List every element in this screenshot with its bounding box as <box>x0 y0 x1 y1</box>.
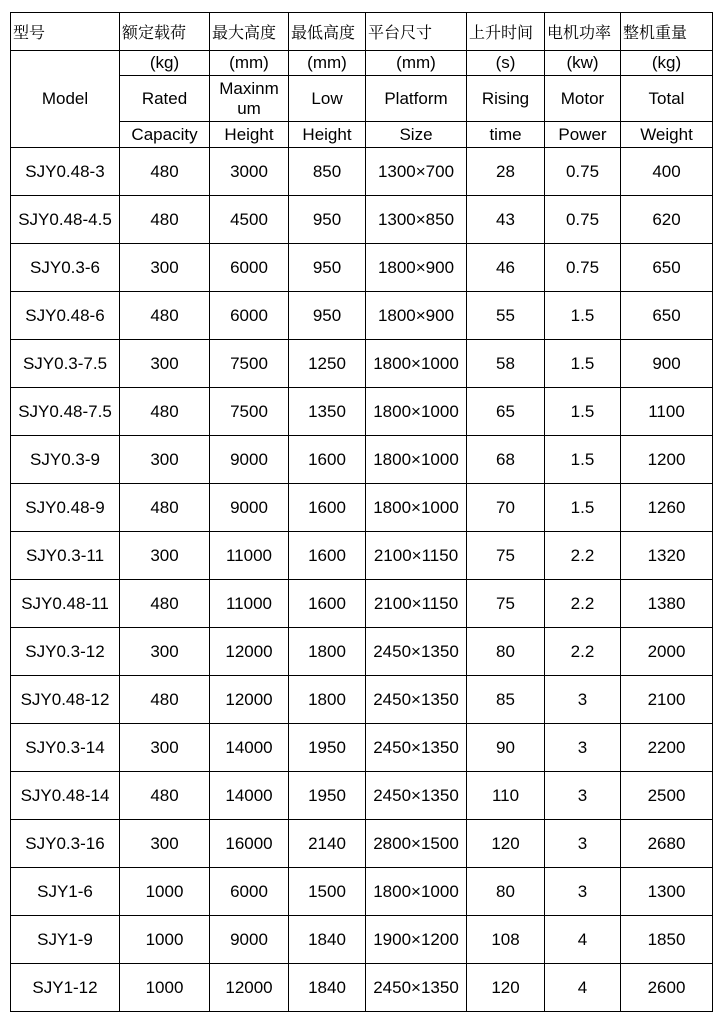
cell-max-height: 11000 <box>210 532 289 580</box>
cell-total-weight: 1260 <box>621 484 713 532</box>
cell-rising-time: 90 <box>467 724 545 772</box>
cell-low-height: 850 <box>289 148 366 196</box>
cell-motor-power: 3 <box>545 724 621 772</box>
cell-platform-size: 2100×1150 <box>366 580 467 628</box>
table-row <box>11 724 713 772</box>
cell-max-height: 6000 <box>210 868 289 916</box>
cell-platform-size: 2450×1350 <box>366 628 467 676</box>
cell-total-weight: 1850 <box>621 916 713 964</box>
cell-rated-capacity: 1000 <box>120 868 210 916</box>
cell-model: SJY0.48-3 <box>11 148 120 196</box>
cell-total-weight: 900 <box>621 340 713 388</box>
cell-rising-time: 28 <box>467 148 545 196</box>
cell-model: SJY0.48-12 <box>11 676 120 724</box>
cell-rated-capacity: 300 <box>120 820 210 868</box>
cell-platform-size: 2450×1350 <box>366 676 467 724</box>
header-rising: Rising <box>467 76 545 122</box>
cell-max-height: 3000 <box>210 148 289 196</box>
cell-rated-capacity: 300 <box>120 724 210 772</box>
cell-motor-power: 0.75 <box>545 244 621 292</box>
header-height-max: Height <box>210 122 289 148</box>
cell-platform-size: 2100×1150 <box>366 532 467 580</box>
cell-low-height: 1600 <box>289 532 366 580</box>
header-max-height-cn: 最大高度 <box>210 13 289 51</box>
cell-model: SJY0.3-7.5 <box>11 340 120 388</box>
cell-total-weight: 650 <box>621 292 713 340</box>
header-model: Model <box>11 51 120 148</box>
cell-platform-size: 1800×900 <box>366 292 467 340</box>
unit-motor: (kw) <box>545 51 621 76</box>
cell-motor-power: 2.2 <box>545 580 621 628</box>
cell-rated-capacity: 480 <box>120 580 210 628</box>
cell-max-height: 4500 <box>210 196 289 244</box>
cell-total-weight: 2200 <box>621 724 713 772</box>
cell-total-weight: 2600 <box>621 964 713 1012</box>
cell-motor-power: 1.5 <box>545 436 621 484</box>
table-row <box>11 532 713 580</box>
cell-platform-size: 2800×1500 <box>366 820 467 868</box>
cell-low-height: 1250 <box>289 340 366 388</box>
cell-platform-size: 1800×900 <box>366 244 467 292</box>
cell-rated-capacity: 300 <box>120 436 210 484</box>
cell-motor-power: 2.2 <box>545 628 621 676</box>
cell-rated-capacity: 480 <box>120 388 210 436</box>
cell-low-height: 1800 <box>289 676 366 724</box>
cell-low-height: 950 <box>289 196 366 244</box>
cell-total-weight: 1200 <box>621 436 713 484</box>
cell-rated-capacity: 300 <box>120 244 210 292</box>
cell-total-weight: 1380 <box>621 580 713 628</box>
cell-low-height: 1600 <box>289 580 366 628</box>
header-platform-cn: 平台尺寸 <box>366 13 467 51</box>
table-row <box>11 196 713 244</box>
cell-total-weight: 620 <box>621 196 713 244</box>
cell-rated-capacity: 480 <box>120 148 210 196</box>
cell-platform-size: 1800×1000 <box>366 484 467 532</box>
cell-total-weight: 1100 <box>621 388 713 436</box>
cell-max-height: 16000 <box>210 820 289 868</box>
cell-max-height: 6000 <box>210 244 289 292</box>
cell-model: SJY0.48-9 <box>11 484 120 532</box>
cell-max-height: 7500 <box>210 340 289 388</box>
header-time: time <box>467 122 545 148</box>
cell-total-weight: 2000 <box>621 628 713 676</box>
table-row <box>11 436 713 484</box>
cell-low-height: 1350 <box>289 388 366 436</box>
cell-total-weight: 1320 <box>621 532 713 580</box>
cell-low-height: 1600 <box>289 436 366 484</box>
cell-rising-time: 70 <box>467 484 545 532</box>
cell-rising-time: 80 <box>467 868 545 916</box>
cell-rising-time: 55 <box>467 292 545 340</box>
cell-rated-capacity: 480 <box>120 676 210 724</box>
header-total: Total <box>621 76 713 122</box>
table-row <box>11 868 713 916</box>
table-row <box>11 820 713 868</box>
cell-platform-size: 1800×1000 <box>366 340 467 388</box>
header-height-low: Height <box>289 122 366 148</box>
table-row <box>11 340 713 388</box>
cell-max-height: 9000 <box>210 916 289 964</box>
header-rated: Rated <box>120 76 210 122</box>
cell-total-weight: 1300 <box>621 868 713 916</box>
cell-model: SJY0.48-7.5 <box>11 388 120 436</box>
cell-model: SJY0.3-14 <box>11 724 120 772</box>
cell-model: SJY1-9 <box>11 916 120 964</box>
cell-rated-capacity: 480 <box>120 484 210 532</box>
unit-platform: (mm) <box>366 51 467 76</box>
cell-motor-power: 1.5 <box>545 340 621 388</box>
header-motor-cn: 电机功率 <box>545 13 621 51</box>
header-capacity: Capacity <box>120 122 210 148</box>
cell-max-height: 14000 <box>210 724 289 772</box>
cell-max-height: 9000 <box>210 436 289 484</box>
header-weight-cn: 整机重量 <box>621 13 713 51</box>
cell-rising-time: 65 <box>467 388 545 436</box>
header-model-cn: 型号 <box>11 13 120 51</box>
cell-total-weight: 2500 <box>621 772 713 820</box>
table-row <box>11 484 713 532</box>
table-row <box>11 964 713 1012</box>
table-row <box>11 676 713 724</box>
table-row <box>11 388 713 436</box>
cell-motor-power: 1.5 <box>545 292 621 340</box>
header-motor: Motor <box>545 76 621 122</box>
cell-model: SJY0.3-6 <box>11 244 120 292</box>
cell-rising-time: 85 <box>467 676 545 724</box>
header-low-height-cn: 最低高度 <box>289 13 366 51</box>
header-size: Size <box>366 122 467 148</box>
cell-max-height: 9000 <box>210 484 289 532</box>
unit-capacity: (kg) <box>120 51 210 76</box>
table-row <box>11 292 713 340</box>
cell-platform-size: 1900×1200 <box>366 916 467 964</box>
header-low: Low <box>289 76 366 122</box>
cell-motor-power: 3 <box>545 820 621 868</box>
cell-model: SJY0.3-16 <box>11 820 120 868</box>
cell-max-height: 11000 <box>210 580 289 628</box>
cell-max-height: 12000 <box>210 628 289 676</box>
cell-motor-power: 1.5 <box>545 484 621 532</box>
cell-rising-time: 120 <box>467 820 545 868</box>
cell-low-height: 1950 <box>289 772 366 820</box>
cell-rising-time: 120 <box>467 964 545 1012</box>
cell-platform-size: 1800×1000 <box>366 436 467 484</box>
cell-model: SJY1-12 <box>11 964 120 1012</box>
cell-model: SJY0.48-11 <box>11 580 120 628</box>
cell-rising-time: 68 <box>467 436 545 484</box>
header-row-chinese <box>11 13 713 51</box>
cell-rated-capacity: 300 <box>120 340 210 388</box>
cell-rated-capacity: 480 <box>120 196 210 244</box>
table-row <box>11 628 713 676</box>
header-power: Power <box>545 122 621 148</box>
cell-max-height: 6000 <box>210 292 289 340</box>
cell-motor-power: 4 <box>545 916 621 964</box>
cell-total-weight: 650 <box>621 244 713 292</box>
cell-low-height: 1840 <box>289 964 366 1012</box>
cell-model: SJY0.48-4.5 <box>11 196 120 244</box>
cell-max-height: 12000 <box>210 676 289 724</box>
cell-max-height: 14000 <box>210 772 289 820</box>
spec-table <box>10 12 713 1012</box>
cell-platform-size: 2450×1350 <box>366 964 467 1012</box>
unit-rising: (s) <box>467 51 545 76</box>
cell-low-height: 1600 <box>289 484 366 532</box>
cell-rated-capacity: 480 <box>120 772 210 820</box>
cell-motor-power: 3 <box>545 676 621 724</box>
header-weight: Weight <box>621 122 713 148</box>
cell-total-weight: 400 <box>621 148 713 196</box>
cell-platform-size: 2450×1350 <box>366 772 467 820</box>
cell-motor-power: 4 <box>545 964 621 1012</box>
cell-motor-power: 3 <box>545 868 621 916</box>
cell-model: SJY0.48-6 <box>11 292 120 340</box>
table-row <box>11 580 713 628</box>
table-row <box>11 244 713 292</box>
table-row <box>11 148 713 196</box>
cell-rated-capacity: 300 <box>120 628 210 676</box>
cell-low-height: 1500 <box>289 868 366 916</box>
cell-rising-time: 46 <box>467 244 545 292</box>
cell-motor-power: 0.75 <box>545 196 621 244</box>
unit-low-height: (mm) <box>289 51 366 76</box>
unit-max-height: (mm) <box>210 51 289 76</box>
cell-total-weight: 2100 <box>621 676 713 724</box>
cell-platform-size: 1800×1000 <box>366 388 467 436</box>
header-capacity-cn: 额定载荷 <box>120 13 210 51</box>
cell-rated-capacity: 1000 <box>120 964 210 1012</box>
cell-model: SJY0.3-12 <box>11 628 120 676</box>
cell-rated-capacity: 480 <box>120 292 210 340</box>
cell-max-height: 7500 <box>210 388 289 436</box>
cell-rising-time: 110 <box>467 772 545 820</box>
cell-model: SJY0.3-11 <box>11 532 120 580</box>
cell-rising-time: 75 <box>467 580 545 628</box>
cell-motor-power: 1.5 <box>545 388 621 436</box>
cell-platform-size: 1300×850 <box>366 196 467 244</box>
cell-model: SJY1-6 <box>11 868 120 916</box>
header-row-units <box>11 51 713 76</box>
cell-rising-time: 80 <box>467 628 545 676</box>
cell-low-height: 950 <box>289 244 366 292</box>
cell-motor-power: 2.2 <box>545 532 621 580</box>
cell-platform-size: 1800×1000 <box>366 868 467 916</box>
cell-model: SJY0.48-14 <box>11 772 120 820</box>
header-platform: Platform <box>366 76 467 122</box>
cell-motor-power: 3 <box>545 772 621 820</box>
header-rising-cn: 上升时间 <box>467 13 545 51</box>
cell-rated-capacity: 300 <box>120 532 210 580</box>
cell-max-height: 12000 <box>210 964 289 1012</box>
cell-rising-time: 58 <box>467 340 545 388</box>
cell-platform-size: 2450×1350 <box>366 724 467 772</box>
cell-platform-size: 1300×700 <box>366 148 467 196</box>
cell-model: SJY0.3-9 <box>11 436 120 484</box>
table-row <box>11 916 713 964</box>
cell-motor-power: 0.75 <box>545 148 621 196</box>
cell-rising-time: 43 <box>467 196 545 244</box>
cell-rising-time: 108 <box>467 916 545 964</box>
cell-low-height: 1800 <box>289 628 366 676</box>
cell-low-height: 1950 <box>289 724 366 772</box>
cell-rated-capacity: 1000 <box>120 916 210 964</box>
cell-rising-time: 75 <box>467 532 545 580</box>
header-maximum: Maxinm um <box>210 76 289 122</box>
cell-low-height: 2140 <box>289 820 366 868</box>
table-row <box>11 772 713 820</box>
cell-low-height: 1840 <box>289 916 366 964</box>
cell-total-weight: 2680 <box>621 820 713 868</box>
cell-low-height: 950 <box>289 292 366 340</box>
unit-weight: (kg) <box>621 51 713 76</box>
